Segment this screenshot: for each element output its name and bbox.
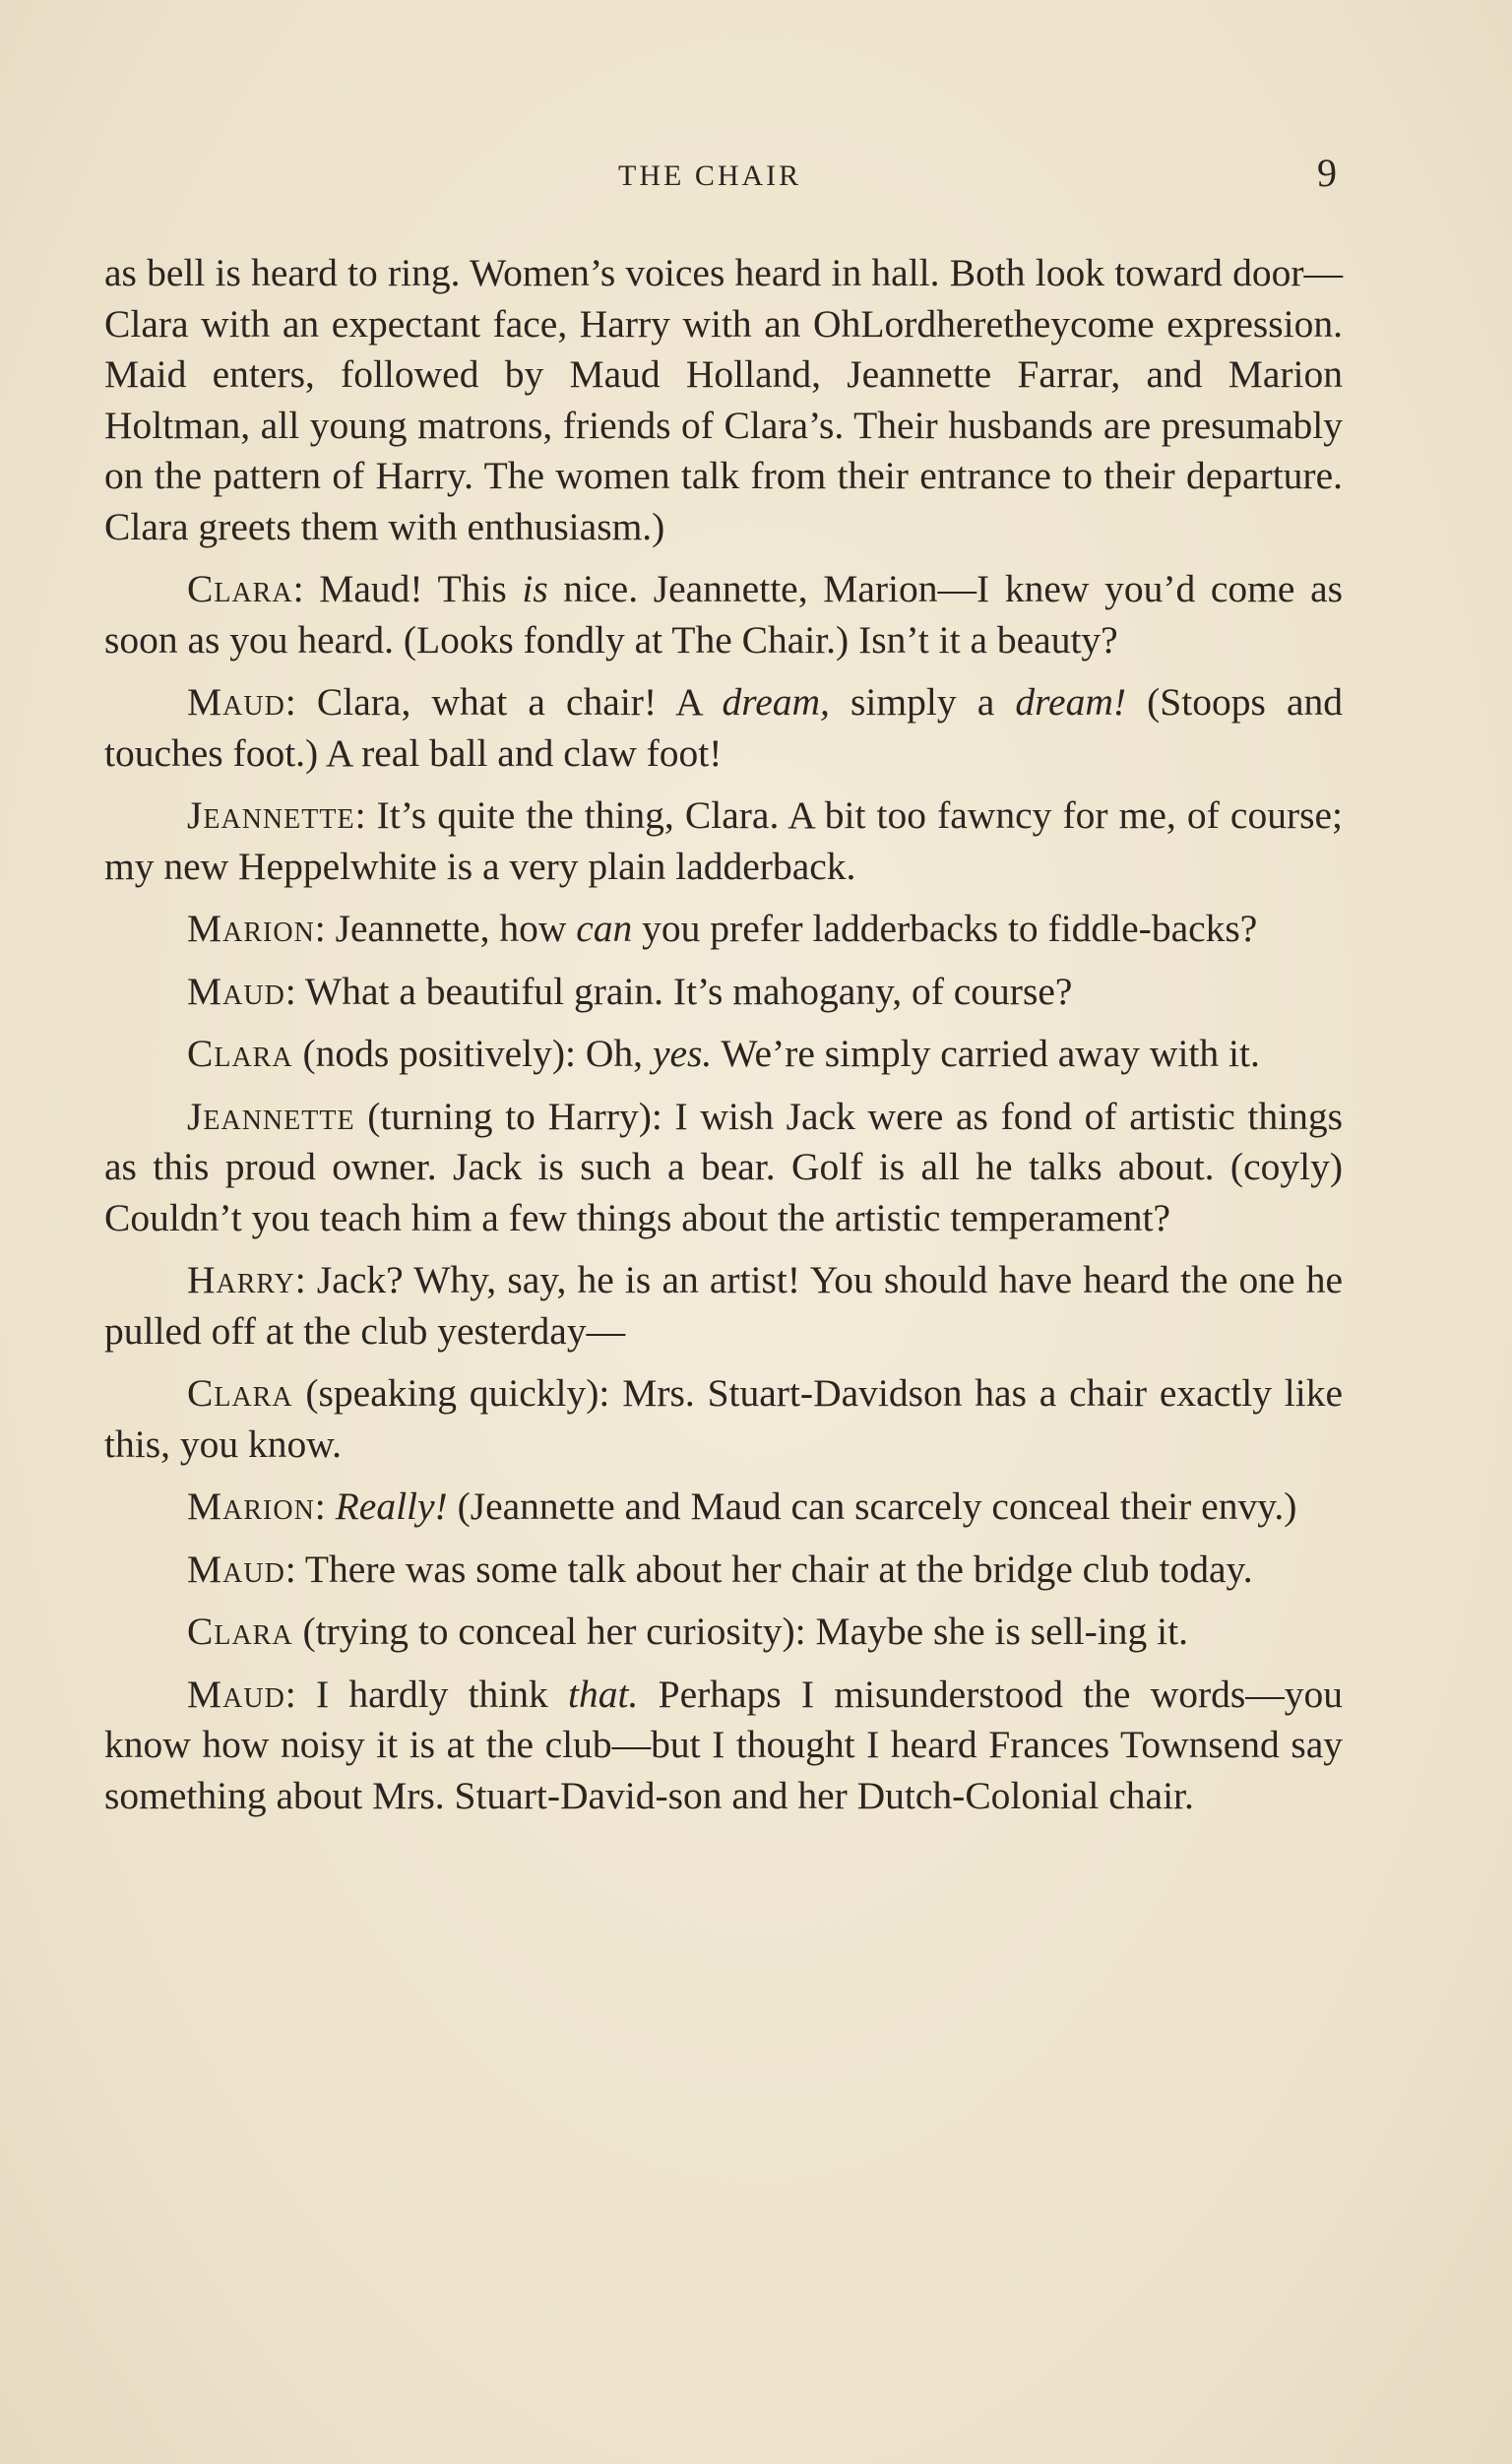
paragraph <box>104 1607 1343 1658</box>
paragraph <box>104 1029 1343 1080</box>
paragraph <box>104 1368 1343 1470</box>
paragraph <box>104 248 1343 552</box>
emphasis-text: dream! <box>1015 680 1126 724</box>
paragraph-text: as bell is heard to ring. Women’s voices heard in hall. Both look toward door—Clara with an expectant face, Harry with an OhLordheretheycome expression. Maid enters, followed by Maud Holland, Jeannette Farrar, and Marion Holtman, all young matrons, friends of Clara’s. Their husbands are presumably on the pattern of Harry. The women talk from their entrance to their departure. Clara greets them with enthusiasm.) <box>104 251 1343 548</box>
paragraph <box>104 904 1343 955</box>
speaker-name: Marion <box>187 907 315 950</box>
paragraph-text: : Maud! This <box>292 567 523 610</box>
paragraph <box>104 1545 1343 1596</box>
paragraph-text: (Stoops and touches foot.) A real ball and claw foot! <box>104 680 1344 775</box>
paragraph-text: (Jeannette and Maud can scarcely conceal their envy.) <box>447 1485 1297 1528</box>
speaker-name: Maud <box>187 1672 285 1716</box>
paragraph-text: : I hardly think <box>284 1672 569 1716</box>
paragraph-text: : Clara, what a chair! A <box>284 680 723 724</box>
paragraph <box>104 1255 1343 1357</box>
speaker-name: Clara <box>187 1032 293 1075</box>
emphasis-text: is <box>522 567 548 610</box>
paragraph-text: you prefer ladderbacks to fiddle-backs? <box>632 907 1258 950</box>
page-number: 9 <box>1317 151 1337 195</box>
paragraph-text: simply a <box>829 680 1016 724</box>
paragraph <box>104 1092 1343 1244</box>
paragraph <box>104 1482 1343 1533</box>
paragraph-text: : It’s quite the thing, Clara. A bit too fawncy for me, of course; my new Heppelwhite is a very plain ladderback. <box>104 793 1343 888</box>
speaker-name: Marion <box>187 1485 315 1528</box>
paragraph-text: : There was some talk about her chair at the bridge club today. <box>284 1547 1253 1591</box>
paragraph <box>104 564 1343 665</box>
speaker-name: Maud <box>187 680 285 724</box>
paragraph-text: : Jeannette, how <box>314 907 577 950</box>
paragraph-text: (trying to conceal her curiosity): Maybe she is sell-ing it. <box>292 1610 1188 1653</box>
paragraph-text: (turning to Harry): I wish Jack were as fond of artistic things as this proud owner. Jack is such a bear. Golf is all he talks about. (coyly) Couldn’t you teach him a few things about the artistic temperament? <box>104 1094 1343 1239</box>
paragraph-text: : <box>314 1485 336 1528</box>
paragraph-text: Perhaps I misunderstood the words—you know how noisy it is at the club—but I thought I heard Frances Townsend say something about Mrs. Stuart-David-son and her Dutch-Colonial chair. <box>104 1672 1343 1817</box>
paragraph <box>104 677 1343 779</box>
speaker-name: Maud <box>187 969 285 1013</box>
paragraph-text: : Jack? Why, say, he is an artist! You should have heard the one he pulled off at the club yesterday— <box>104 1258 1343 1353</box>
paragraph <box>104 790 1343 892</box>
emphasis-text: dream, <box>722 680 830 724</box>
paragraph <box>104 1670 1343 1822</box>
speaker-name: Jeannette <box>187 793 355 837</box>
paragraph <box>104 967 1343 1018</box>
speaker-name: Maud <box>187 1547 285 1591</box>
paragraph-text: (speaking quickly): Mrs. Stuart-Davidson has a chair exactly like this, you know. <box>104 1371 1343 1466</box>
body-text <box>104 248 1343 1833</box>
emphasis-text: that. <box>568 1672 639 1716</box>
speaker-name: Jeannette <box>187 1094 355 1138</box>
speaker-name: Clara <box>187 567 293 610</box>
running-title: THE CHAIR <box>618 159 802 192</box>
paragraph-text: We’re simply carried away with it. <box>712 1032 1260 1075</box>
speaker-name: Clara <box>187 1610 293 1653</box>
emphasis-text: yes. <box>652 1032 713 1075</box>
emphasis-text: can <box>576 907 633 950</box>
paragraph-text: : What a beautiful grain. It’s mahogany, of course? <box>284 969 1073 1013</box>
paragraph-text: (nods positively): Oh, <box>292 1032 653 1075</box>
speaker-name: Harry <box>187 1258 295 1301</box>
speaker-name: Clara <box>187 1371 293 1415</box>
paragraph-text: nice. Jeannette, Marion—I knew you’d come as soon as you heard. (Looks fondly at The Chair.) Isn’t it a beauty? <box>104 567 1344 662</box>
emphasis-text: Really! <box>335 1485 448 1528</box>
